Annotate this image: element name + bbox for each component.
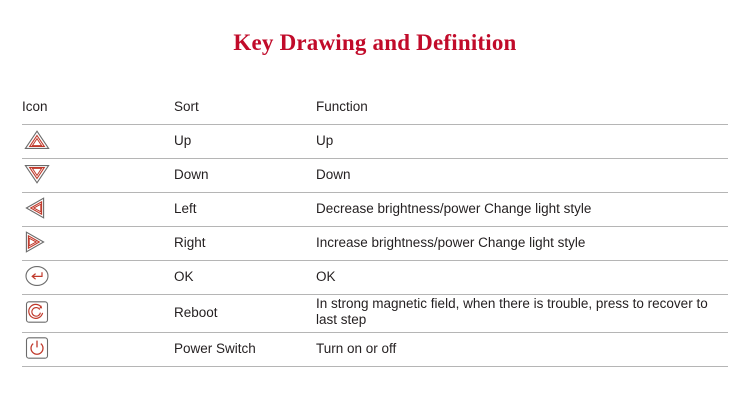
down-triangle-icon	[23, 162, 52, 187]
sort-label: Left	[174, 200, 197, 216]
sort-label: OK	[174, 268, 194, 284]
table-row	[22, 295, 728, 333]
cell-sort	[170, 333, 312, 367]
sort-label: Down	[174, 166, 209, 182]
cell-function	[312, 261, 728, 295]
cell-sort	[170, 295, 312, 333]
cell-function	[312, 295, 728, 333]
sort-label: Power Switch	[174, 340, 256, 356]
up-triangle-icon	[23, 128, 52, 153]
cell-function	[312, 193, 728, 227]
header-cell-icon	[22, 96, 170, 125]
reboot-spiral-icon	[23, 300, 52, 325]
cell-icon	[22, 295, 170, 333]
table-header-row	[22, 96, 728, 125]
table-row	[22, 125, 728, 159]
power-switch-icon	[23, 336, 52, 361]
table-row	[22, 193, 728, 227]
sort-label: Right	[174, 234, 206, 250]
left-triangle-icon	[23, 196, 52, 221]
function-label: Down	[316, 166, 351, 182]
sort-label: Reboot	[174, 304, 218, 320]
sort-label: Up	[174, 132, 192, 148]
cell-sort	[170, 193, 312, 227]
right-triangle-icon	[23, 230, 52, 255]
header-cell-function	[312, 96, 728, 125]
cell-sort	[170, 261, 312, 295]
cell-function	[312, 227, 728, 261]
function-label: OK	[316, 268, 336, 284]
cell-sort	[170, 125, 312, 159]
cell-function	[312, 333, 728, 367]
key-definition-table	[22, 96, 728, 367]
header-label-function: Function	[316, 99, 368, 114]
table-row	[22, 261, 728, 295]
table-row	[22, 227, 728, 261]
ok-enter-icon	[23, 264, 52, 289]
header-label-sort: Sort	[174, 99, 199, 114]
header-cell-sort	[170, 96, 312, 125]
cell-sort	[170, 159, 312, 193]
cell-icon	[22, 333, 170, 367]
cell-icon	[22, 261, 170, 295]
cell-function	[312, 125, 728, 159]
table-row	[22, 159, 728, 193]
cell-icon	[22, 193, 170, 227]
cell-function	[312, 159, 728, 193]
function-label: Up	[316, 132, 334, 148]
function-label: Decrease brightness/power Change light style	[316, 200, 592, 216]
cell-icon	[22, 125, 170, 159]
header-label-icon: Icon	[22, 99, 48, 114]
function-label: In strong magnetic field, when there is trouble, press to recover to last step	[316, 296, 708, 327]
function-label: Turn on or off	[316, 340, 397, 356]
function-label: Increase brightness/power Change light style	[316, 234, 586, 250]
cell-sort	[170, 227, 312, 261]
table-row	[22, 333, 728, 367]
page-title: Key Drawing and Definition	[233, 30, 517, 55]
cell-icon	[22, 159, 170, 193]
cell-icon	[22, 227, 170, 261]
